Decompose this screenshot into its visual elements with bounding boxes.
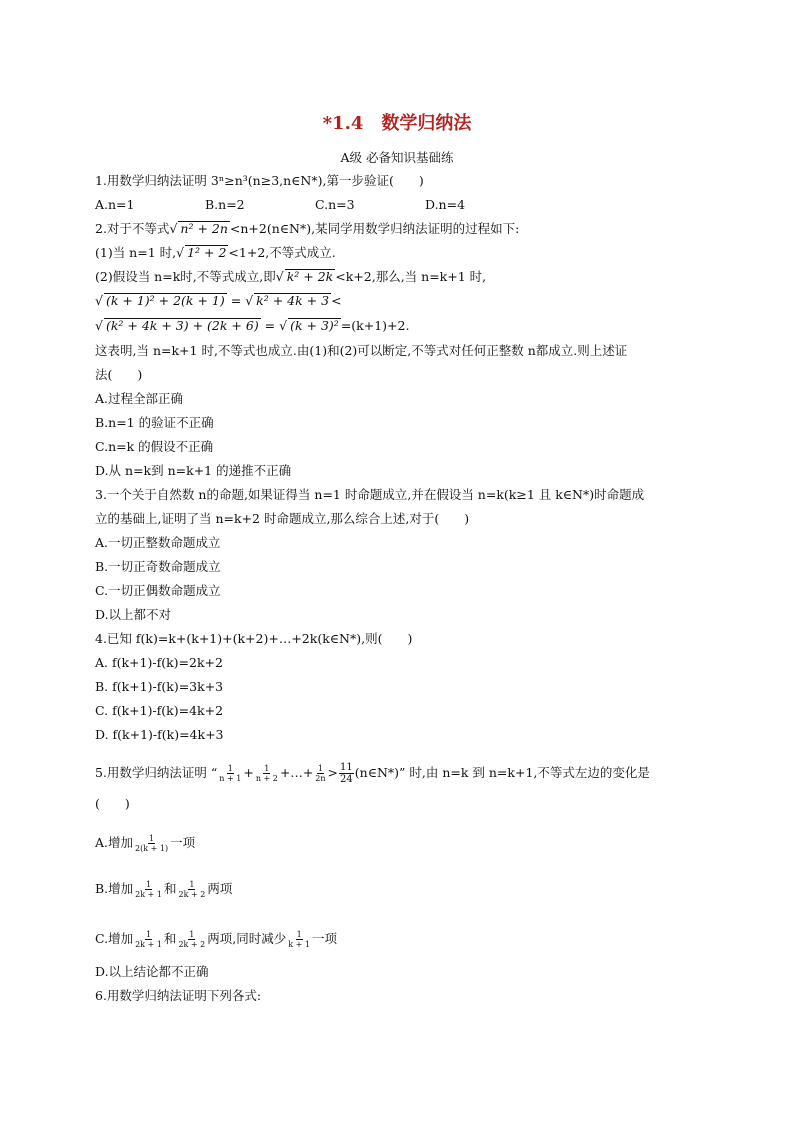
q4-option-d: D. f(k+1)-f(k)=4k+3 — [95, 727, 224, 742]
q5-stem-post: (n∈N*)” 时,由 n=k 到 n=k+1,不等式左边的变化是 — [354, 765, 650, 780]
q5-plus-1: + — [243, 765, 254, 780]
section-subtitle: A级 必备知识基础练 — [340, 150, 454, 165]
q5-f3-num: 1 — [317, 764, 323, 773]
q5-option-b-mid: 和 — [164, 881, 177, 896]
q5-option-c-den-1: 2k + 1 — [135, 940, 162, 949]
q5-fraction-4 — [339, 762, 354, 785]
q5-option-c-mid: 和 — [163, 931, 177, 946]
q5-option-c-den-3: k + 1 — [288, 940, 310, 949]
q1-options — [95, 196, 535, 214]
q5-option-c-mid-2: 两项,同时减少 — [207, 931, 287, 946]
q5-option-c-fraction-2 — [177, 930, 206, 949]
q2-stem-post: <n+2(n∈N*),某同学用数学归纳法证明的过程如下: — [229, 221, 520, 236]
q5-f3-den: 2n — [315, 774, 326, 783]
q2-step4-post: =(k+1)+2. — [340, 318, 410, 333]
q5-option-a-post: 一项 — [170, 835, 196, 850]
q5-option-c-den-2: 2k + 2 — [178, 940, 206, 949]
q5-fraction-3 — [314, 764, 326, 783]
q2-step3-radicand-1: (k + 1)² + 2(k + 1) — [105, 293, 225, 308]
q2-step2: (2)假设当 n=k时,不等式成立,即√ k² + 2k <k+2,那么,当 n=k+1 时, — [95, 269, 487, 284]
q1-option-d: D.n=4 — [425, 197, 466, 212]
q3-option-c: C.一切正偶数命题成立 — [95, 583, 221, 598]
q5-option-b-fraction-2 — [178, 880, 207, 899]
q5-option-b-num-2: 1 — [189, 880, 195, 889]
q5-option-c-num-1: 1 — [145, 930, 152, 939]
q2-step4-eq: = — [260, 318, 280, 333]
q5-option-b-fraction-1 — [134, 880, 163, 899]
q5-option-b — [95, 880, 232, 899]
q2-step2-post: <k+2,那么,当 n=k+1 时, — [335, 269, 487, 284]
q4-stem: 4.已知 f(k)=k+(k+1)+(k+2)+…+2k(k∈N*),则( ) — [95, 631, 413, 646]
q5-option-b-den-2: 2k + 2 — [178, 890, 206, 899]
q5-plus-2: +…+ — [279, 765, 314, 780]
q2-step1: (1)当 n=1 时,√ 1² + 2 <1+2,不等式成立. — [95, 245, 336, 260]
q5-f1-num: 1 — [227, 764, 233, 773]
q4-option-a: A. f(k+1)-f(k)=2k+2 — [95, 655, 223, 670]
q2-step4-radicand-2: (k + 3)² — [290, 318, 339, 333]
q5-stem — [95, 762, 650, 785]
q5-f2-num: 1 — [264, 764, 270, 773]
q2-step3-post: < — [331, 293, 342, 308]
q2-step2-radicand: k² + 2k — [286, 269, 334, 284]
q2-step3-eq: = — [226, 293, 246, 308]
q5-option-b-post: 两项 — [207, 881, 233, 896]
q5-option-a-fraction — [134, 834, 169, 853]
q2-stem-pre: 2.对于不等式 — [95, 221, 170, 236]
q2-conclusion-line1: 这表明,当 n=k+1 时,不等式也成立.由(1)和(2)可以断定,不等式对任何正整数 n都成立.则上述证 — [95, 343, 628, 358]
q5-option-a-den: 2(k + 1) — [135, 844, 169, 853]
q4-option-c: C. f(k+1)-f(k)=4k+2 — [95, 703, 224, 718]
q2-step4: √ (k² + 4k + 3) + (2k + 6) = √ (k + 3)² =(k+1)+2. — [95, 318, 410, 333]
q5-paren: ( ) — [95, 796, 130, 811]
q5-option-b-num-1: 1 — [146, 880, 152, 889]
q5-f2-den: n + 2 — [255, 774, 278, 783]
q2-conclusion-line2: 法( ) — [95, 367, 143, 382]
q6-stem: 6.用数学归纳法证明下列各式: — [95, 988, 262, 1003]
q3-option-b: B.一切正奇数命题成立 — [95, 559, 221, 574]
q5-option-c-fraction-3 — [287, 930, 311, 949]
q1-option-c: C.n=3 — [315, 197, 355, 212]
q5-option-a — [95, 834, 195, 853]
q1-stem: 1.用数学归纳法证明 3ⁿ≥n³(n≥3,n∈N*),第一步验证( ) — [95, 173, 424, 188]
q2-step1-pre: (1)当 n=1 时, — [95, 245, 177, 260]
q5-gt: > — [327, 765, 339, 780]
q3-stem-line2: 立的基础上,证明了当 n=k+2 时命题成立,那么综合上述,对于( ) — [95, 511, 470, 526]
q5-option-c-num-3: 1 — [296, 930, 302, 939]
q2-option-d: D.从 n=k到 n=k+1 的递推不正确 — [95, 463, 292, 478]
page-title: *1.4 数学归纳法 — [322, 113, 472, 134]
q2-option-b: B.n=1 的验证不正确 — [95, 415, 214, 430]
q2-stem: 2.对于不等式√ n² + 2n <n+2(n∈N*),某同学用数学归纳法证明的过程如下: — [95, 221, 520, 236]
q5-option-a-pre: A.增加 — [95, 835, 134, 850]
q2-option-c: C.n=k 的假设不正确 — [95, 439, 214, 454]
q5-fraction-2 — [255, 764, 279, 783]
q5-option-d: D.以上结论都不正确 — [95, 964, 209, 979]
q1-option-a: A.n=1 — [95, 197, 135, 212]
q2-step1-post: <1+2,不等式成立. — [228, 245, 336, 260]
q5-option-c-post: 一项 — [311, 931, 337, 946]
q3-option-a: A.一切正整数命题成立 — [95, 535, 221, 550]
q2-step1-radicand: 1² + 2 — [187, 245, 227, 260]
q2-option-a: A.过程全部正确 — [95, 391, 184, 406]
q5-option-c-pre: C.增加 — [95, 931, 134, 946]
q5-option-a-num: 1 — [149, 834, 155, 843]
q5-f4-den: 24 — [340, 774, 353, 785]
q5-option-c-num-2: 1 — [189, 930, 195, 939]
q3-option-d: D.以上都不对 — [95, 607, 172, 622]
q3-stem-line1: 3.一个关于自然数 n的命题,如果证得当 n=1 时命题成立,并在假设当 n=k(k≥1 且 k∈N*)时命题成 — [95, 487, 645, 502]
q5-fraction-1 — [218, 764, 242, 783]
q2-step3: √ (k + 1)² + 2(k + 1) = √ k² + 4k + 3 < — [95, 293, 342, 308]
q5-option-c — [95, 930, 337, 949]
q2-step2-pre: (2)假设当 n=k时,不等式成立,即 — [95, 269, 276, 284]
q5-option-b-den-1: 2k + 1 — [135, 890, 162, 899]
q5-stem-pre: 5.用数学归纳法证明 “ — [95, 765, 218, 780]
q4-option-b: B. f(k+1)-f(k)=3k+3 — [95, 679, 224, 694]
q2-stem-radicand: n² + 2n — [180, 221, 228, 236]
q1-option-b: B.n=2 — [205, 197, 245, 212]
q5-option-c-fraction-1 — [134, 930, 163, 949]
q2-step4-radicand-1: (k² + 4k + 3) + (2k + 6) — [105, 318, 259, 333]
q2-step3-radicand-2: k² + 4k + 3 — [256, 293, 330, 308]
q5-f4-num: 11 — [340, 762, 353, 773]
q5-f1-den: n + 1 — [219, 774, 242, 783]
q5-option-b-pre: B.增加 — [95, 881, 134, 896]
